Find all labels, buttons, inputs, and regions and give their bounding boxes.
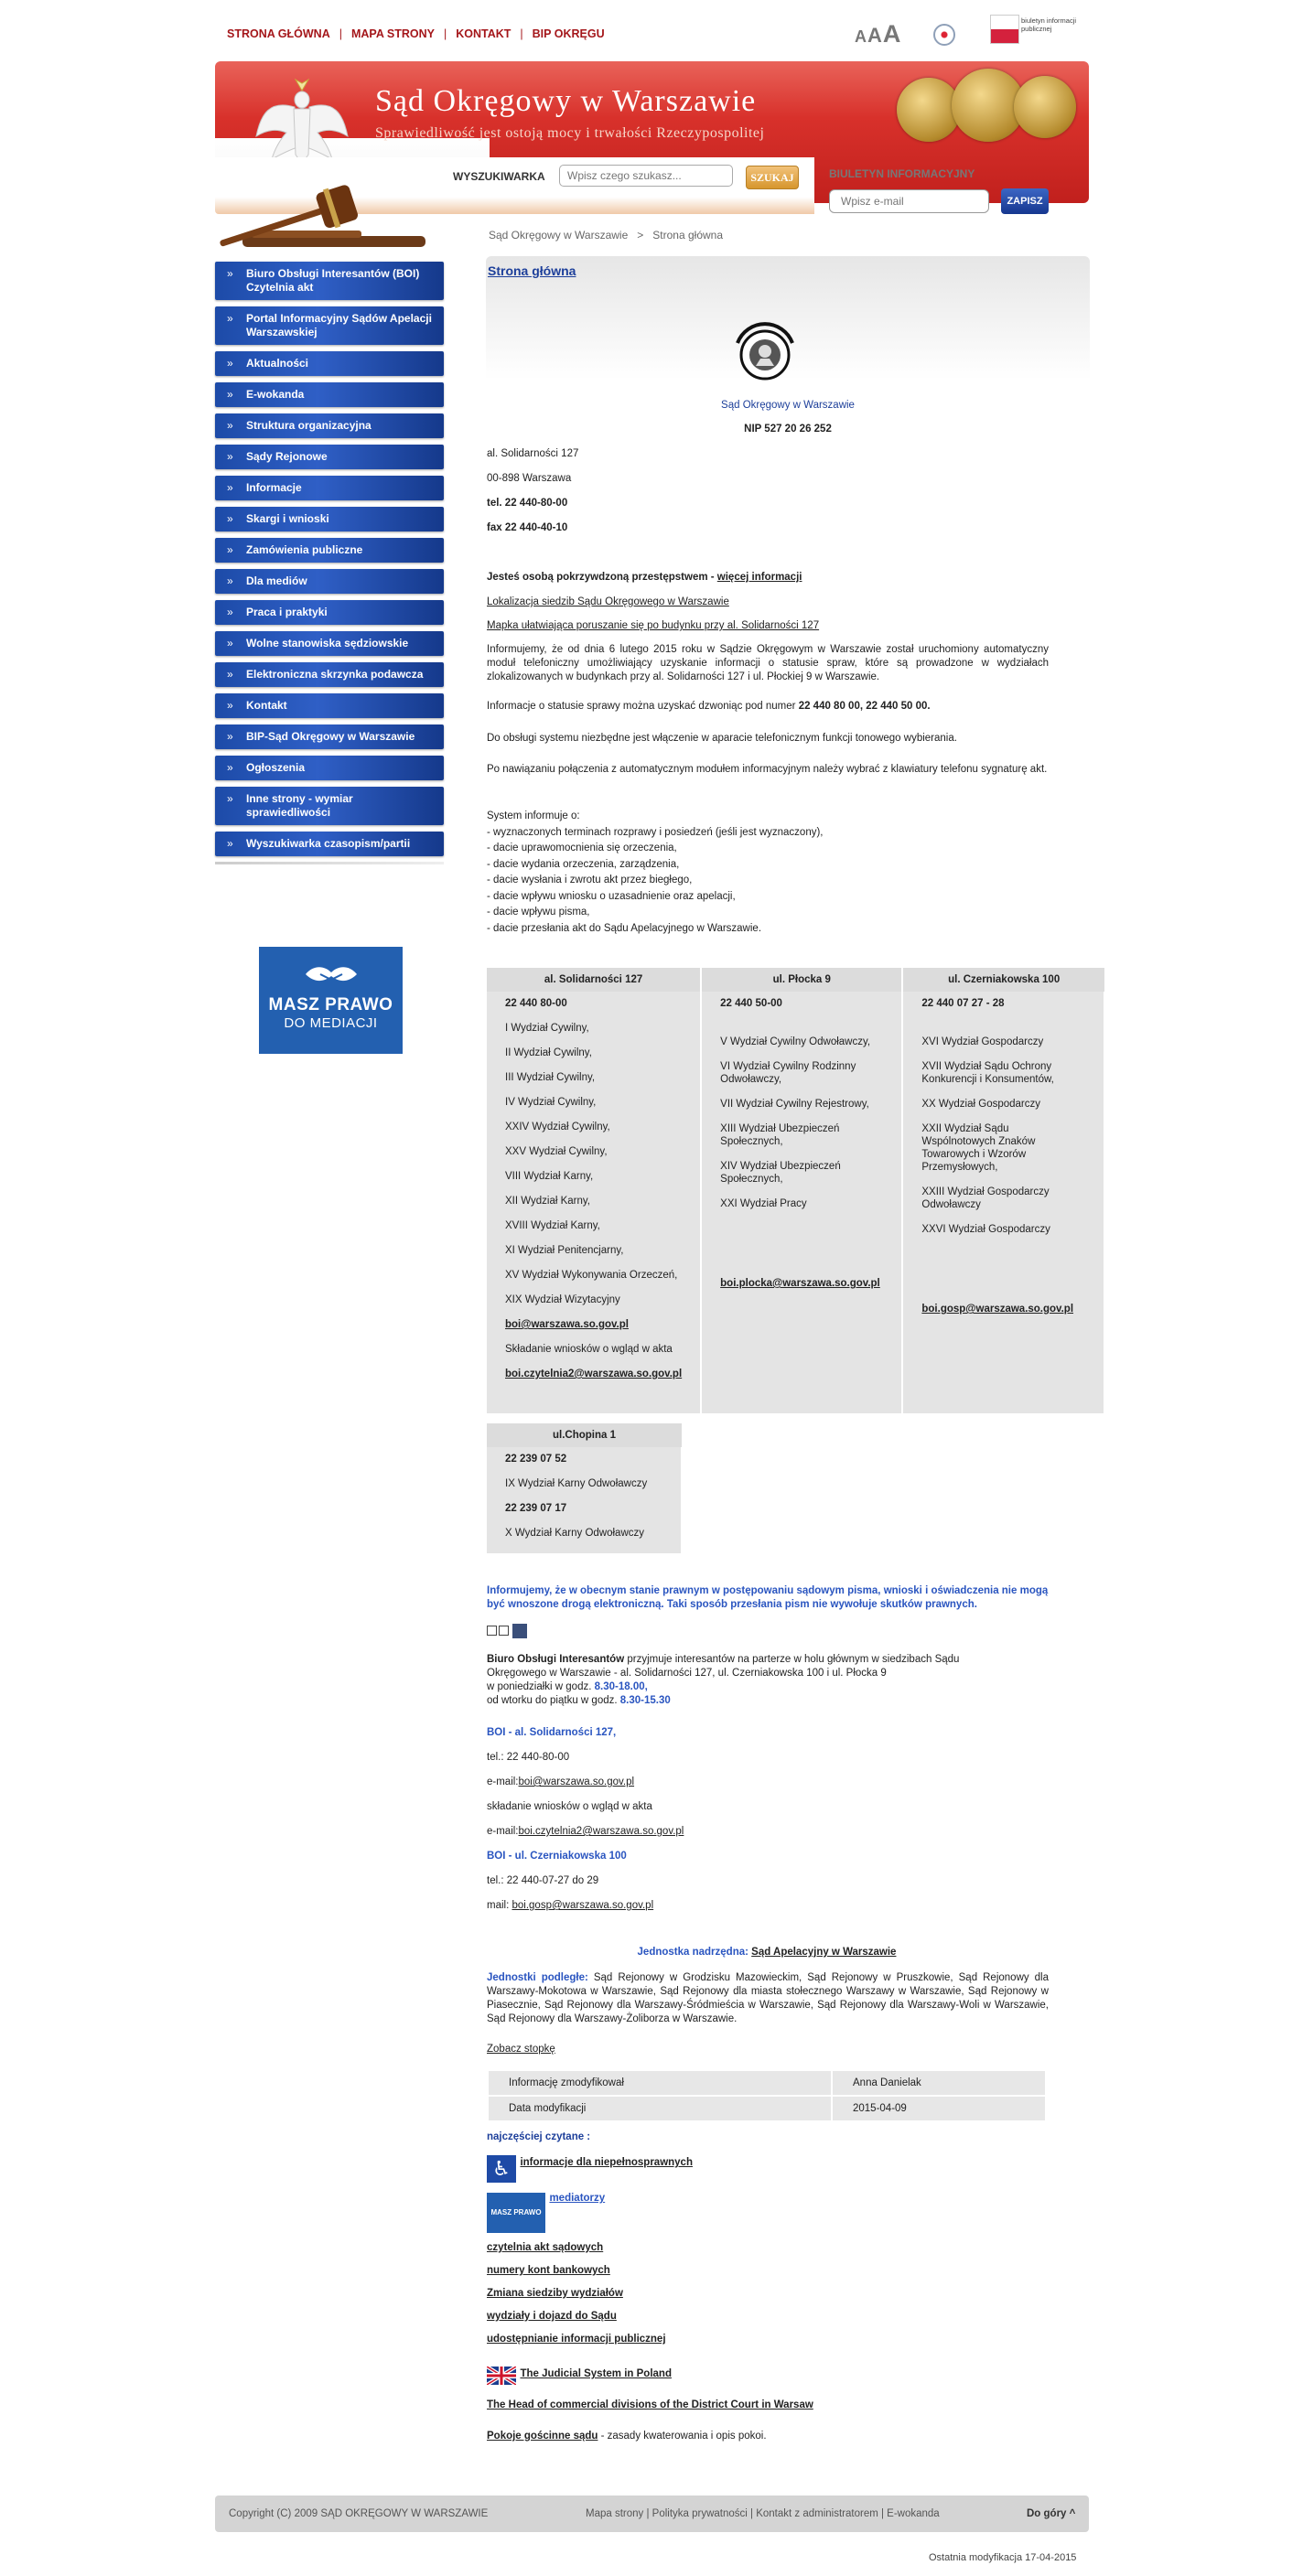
sidebar-item-label: Kontakt — [246, 699, 287, 712]
department-item: XXIV Wydział Cywilny, — [505, 1122, 610, 1132]
bip-logo[interactable] — [990, 15, 1082, 46]
font-size-large[interactable]: A — [882, 20, 901, 48]
sidebar-item[interactable] — [215, 445, 444, 469]
boi-monday: w poniedziałki w godz. — [487, 1681, 595, 1692]
menu-arrow-icon: » — [227, 730, 233, 743]
mini-logo-text: MASZ PRAWO — [490, 2208, 542, 2216]
department-item: XVI Wydział Gospodarczy — [921, 1036, 1044, 1047]
print-icon[interactable] — [487, 1626, 497, 1636]
nav-separator: | — [520, 27, 523, 40]
boi-czerniakowska-tel: tel.: 22 440-07-27 do 29 — [487, 1875, 599, 1886]
sidebar-item-label: Praca i praktyki — [246, 606, 328, 618]
sidebar-item-label: E-wokanda — [246, 388, 305, 401]
judicial-system-link[interactable]: The Judicial System in Poland — [520, 2368, 672, 2379]
most-read-title: najczęściej czytane : — [487, 2131, 591, 2142]
department-item: II Wydział Cywilny, — [505, 1047, 592, 1058]
banner-motto: Sprawiedliwość jest ostoją mocy i trwałości Rzeczypospolitej — [375, 125, 765, 141]
menu-arrow-icon: » — [227, 668, 233, 681]
department-item: VIII Wydział Karny, — [505, 1171, 594, 1182]
sidebar-item-label: Portal Informacyjny Sądów Apelacji Warszawskiej — [246, 312, 432, 338]
solidarnosci-note: Składanie wniosków o wgląd w akta — [505, 1344, 673, 1355]
sidebar-item[interactable] — [215, 787, 444, 825]
menu-arrow-icon: » — [227, 574, 233, 587]
boi-monday-hours: 8.30-18.00, — [594, 1681, 648, 1692]
sidebar-item[interactable] — [215, 724, 444, 749]
sidebar-item[interactable] — [215, 538, 444, 563]
most-read-link[interactable]: numery kont bankowych — [487, 2265, 610, 2276]
tone-dialing-info: Do obsługi systemu niezbędne jest włączenie w aparacie telefonicznym funkcji tonowego wybierania. — [487, 733, 957, 744]
sidebar-item[interactable] — [215, 600, 444, 625]
top-nav-bip[interactable]: BIP OKRĘGU — [532, 27, 605, 40]
nip: NIP 527 20 26 252 — [744, 424, 832, 435]
sidebar-item-label: Aktualności — [246, 357, 309, 370]
department-item: XVIII Wydział Karny, — [505, 1220, 600, 1231]
list-item: - dacie wysłania i zwrotu akt przez biegłego, — [487, 875, 693, 886]
subordinate-label: Jednostki podległe: — [487, 1972, 594, 1983]
solidarnosci-departments — [505, 1022, 682, 1306]
chopina-phone1: 22 239 07 52 — [505, 1454, 567, 1465]
solidarnosci-email-link[interactable]: boi@warszawa.so.gov.pl — [505, 1319, 629, 1330]
czerniakowska-phone: 22 440 07 27 - 28 — [921, 998, 1005, 1009]
menu-arrow-icon: » — [227, 837, 233, 850]
table-header-czerniakowska: ul. Czerniakowska 100 — [902, 968, 1104, 992]
phone: tel. 22 440-80-00 — [487, 498, 568, 509]
boi-title: Biuro Obsługi Interesantów — [487, 1654, 625, 1665]
newsletter-label: BIULETYN INFORMACYJNY — [829, 167, 975, 180]
plocka-departments — [720, 1036, 883, 1210]
search-input[interactable] — [559, 165, 733, 187]
bip-flag-icon — [990, 15, 1019, 44]
status-phone-info — [487, 700, 1049, 714]
breadcrumb-current: Strona główna — [652, 229, 724, 242]
search-button[interactable]: SZUKAJ — [746, 166, 799, 189]
department-item: XII Wydział Karny, — [505, 1196, 590, 1207]
department-item: XIV Wydział Ubezpieczeń Społecznych, — [720, 1161, 841, 1185]
judicial-system-item — [487, 2367, 672, 2385]
menu-arrow-icon: » — [227, 450, 233, 463]
chopina-cell — [487, 1447, 682, 1553]
sidebar-menu — [215, 262, 444, 863]
copyright: Copyright (C) 2009 SĄD OKRĘGOWY W WARSZAWIE — [229, 2508, 489, 2519]
building-map-link[interactable]: Mapka ułatwiająca poruszanie się po budynku przy al. Solidarności 127 — [487, 620, 820, 631]
newsletter-subscribe-button[interactable]: ZAPISZ — [1001, 188, 1049, 214]
page-title[interactable]: Strona główna — [488, 263, 576, 278]
head-commercial-link[interactable]: The Head of commercial divisions of the District Court in Warsaw — [487, 2399, 813, 2410]
sidebar-item[interactable] — [215, 262, 444, 300]
table-header-solidarnosci: al. Solidarności 127 — [487, 968, 701, 992]
table-col-solidarnosci — [487, 992, 701, 1413]
department-item: XI Wydział Penitencjarny, — [505, 1245, 624, 1256]
status-phone-numbers: 22 440 80 00, 22 440 50 00. — [798, 701, 931, 712]
document-icon[interactable] — [512, 1624, 527, 1638]
sidebar-item-label: Biuro Obsługi Interesantów (BOI) Czytelnia akt — [246, 267, 420, 294]
breadcrumb — [489, 229, 723, 242]
guest-rooms-link[interactable]: Pokoje gościnne sądu — [487, 2431, 598, 2442]
list-item: - dacie uprawomocnienia się orzeczenia, — [487, 843, 677, 853]
department-item: VII Wydział Cywilny Rejestrowy, — [720, 1099, 869, 1110]
department-item: V Wydział Cywilny Odwoławczy, — [720, 1036, 871, 1047]
department-item: XX Wydział Gospodarczy — [921, 1099, 1041, 1110]
sidebar-item[interactable] — [215, 693, 444, 718]
handshake-icon — [304, 961, 359, 985]
superior-link[interactable]: Sąd Apelacyjny w Warszawie — [751, 1947, 897, 1958]
address-street: al. Solidarności 127 — [487, 448, 579, 459]
list-item: - dacie wpływu pisma, — [487, 907, 590, 918]
menu-arrow-icon: » — [227, 388, 233, 401]
sidebar-item-label: Wolne stanowiska sędziowskie — [246, 637, 409, 649]
nav-separator: | — [443, 27, 447, 40]
disabled-info-item — [487, 2155, 693, 2183]
boi-email2-link[interactable]: boi.czytelnia2@warszawa.so.gov.pl — [518, 1826, 684, 1837]
wheelchair-icon: ♿ — [487, 2155, 516, 2183]
sidebar-item[interactable] — [215, 382, 444, 407]
boi-czerniakowska-title: BOI - ul. Czerniakowska 100 — [487, 1851, 627, 1862]
uk-flag-icon — [487, 2367, 516, 2385]
sidebar-item-label: Ogłoszenia — [246, 761, 306, 774]
bip-logo-text: biuletyn informacji publicznej — [1021, 16, 1077, 33]
superior-unit — [486, 1946, 1048, 1959]
menu-arrow-icon: » — [227, 312, 233, 325]
address-city: 00-898 Warszawa — [487, 473, 572, 484]
mediation-mini-logo — [487, 2193, 545, 2233]
search-label: WYSZUKIWARKA — [453, 170, 545, 183]
czerniakowska-email-link[interactable]: boi.gosp@warszawa.so.gov.pl — [921, 1304, 1074, 1315]
table-header-plocka: ul. Płocka 9 — [701, 968, 902, 992]
modified-by-value: Anna Danielak — [832, 2070, 1046, 2096]
disabled-info-link[interactable]: informacje dla niepełnosprawnych — [520, 2157, 693, 2168]
solidarnosci-email2-link[interactable]: boi.czytelnia2@warszawa.so.gov.pl — [505, 1368, 683, 1379]
sidebar-item-label: Struktura organizacyjna — [246, 419, 372, 432]
print-icons — [487, 1623, 527, 1639]
modified-date-value: 2015-04-09 — [832, 2096, 1046, 2121]
top-nav-contact[interactable]: KONTAKT — [456, 27, 512, 40]
victim-text: Jesteś osobą pokrzywdzoną przestępstwem - — [487, 572, 717, 583]
department-item: XV Wydział Wykonywania Orzeczeń, — [505, 1270, 678, 1281]
newsletter-email-input[interactable] — [829, 189, 989, 213]
sidebar-item-label: Zamówienia publiczne — [246, 543, 363, 556]
court-logo-icon — [728, 320, 802, 384]
menu-arrow-icon: » — [227, 543, 233, 556]
sidebar-item[interactable] — [215, 306, 444, 345]
menu-arrow-icon: » — [227, 512, 233, 525]
sidebar-item[interactable] — [215, 756, 444, 780]
departments-table — [487, 968, 1105, 1413]
list-item: - wyznaczonych terminach rozprawy i posiedzeń (jeśli jest wyznaczony), — [487, 826, 824, 838]
breadcrumb-separator: > — [637, 229, 644, 242]
most-read-link[interactable]: udostępnianie informacji publicznej — [487, 2334, 666, 2345]
boi-email-link[interactable]: boi@warszawa.so.gov.pl — [518, 1776, 635, 1787]
modification-info-table — [487, 2069, 1047, 2122]
sidebar-item-label: Sądy Rejonowe — [246, 450, 328, 463]
sidebar-item-label: Informacje — [246, 481, 302, 494]
chopina-dept1: IX Wydział Karny Odwoławczy — [505, 1478, 648, 1489]
chopina-phone2: 22 239 07 17 — [505, 1503, 567, 1514]
signature-info: Po nawiązaniu połączenia z automatycznym modułem informacyjnym należy wybrać z klawiatury telefonu sygnaturę akt. — [487, 764, 1048, 775]
system-intro: System informuje o: — [487, 810, 580, 821]
sidebar-item-label: Skargi i wnioski — [246, 512, 329, 525]
sidebar-item[interactable] — [215, 569, 444, 594]
department-item: IV Wydział Cywilny, — [505, 1097, 597, 1108]
sidebar-item-label: Dla mediów — [246, 574, 307, 587]
chopina-header: ul.Chopina 1 — [487, 1423, 682, 1447]
czerniakowska-departments — [921, 1036, 1085, 1236]
boi-gosp-mail-link[interactable]: boi.gosp@warszawa.so.gov.pl — [512, 1900, 654, 1911]
sidebar-item[interactable] — [215, 662, 444, 687]
department-item: XXIII Wydział Gospodarczy Odwoławczy — [921, 1186, 1050, 1210]
nav-separator: | — [339, 27, 342, 40]
list-item: - dacie wpływu wniosku o uzasadnienie oraz apelacji, — [487, 890, 736, 902]
font-size-medium[interactable]: A — [867, 24, 882, 47]
electronic-notice: Informujemy, że w obecnym stanie prawnym w postępowaniu sądowym pisma, wnioski i oświadczenia nie mogą być wnoszone drogą elektroniczną. Taki sposób przesłania pism nie wywołuje skutków prawnych. — [487, 1585, 1049, 1610]
department-item: VI Wydział Cywilny Rodzinny Odwoławczy, — [720, 1061, 856, 1085]
top-nav-home[interactable]: STRONA GŁÓWNA — [227, 27, 330, 40]
sidebar-item[interactable] — [215, 413, 444, 438]
boi-text: przyjmuje interesantów na parterze w holu głównym w siedzibach Sądu Okręgowego w Warszawie - al. Solidarności 127, ul. Czerniakowska 100 i ul. Płocka 9 — [487, 1654, 960, 1679]
most-read-link[interactable]: Zmiana siedziby wydziałów — [487, 2288, 623, 2299]
sidebar-item[interactable] — [215, 476, 444, 500]
boi-weekdays: od wtorku do piątku w godz. — [487, 1695, 620, 1706]
sidebar-item-label: Elektroniczna skrzynka podawcza — [246, 668, 424, 681]
fax: fax 22 440-40-10 — [487, 522, 568, 533]
menu-arrow-icon: » — [227, 419, 233, 432]
sidebar-item-label: Wyszukiwarka czasopism/partii — [246, 837, 411, 850]
department-item: XXI Wydział Pracy — [720, 1198, 807, 1209]
most-read-link[interactable]: wydziały i dojazd do Sądu — [487, 2311, 617, 2322]
sidebar-item[interactable] — [215, 832, 444, 856]
victim-more-link[interactable]: więcej informacji — [716, 572, 802, 583]
gavel-icon — [215, 183, 444, 256]
mediation-line1: MASZ PRAWO — [268, 995, 393, 1014]
plocka-phone: 22 440 50-00 — [720, 998, 782, 1009]
accessibility-icon[interactable] — [933, 24, 955, 46]
menu-arrow-icon: » — [227, 357, 233, 370]
main-content — [486, 256, 1090, 380]
system-list — [487, 809, 1049, 937]
table-row — [488, 2070, 1046, 2096]
guest-rooms-text: - zasady kwaterowania i opis pokoi. — [598, 2431, 767, 2442]
boi-mail-label: mail: — [487, 1900, 512, 1911]
mediators-link[interactable]: mediatorzy — [549, 2193, 606, 2204]
font-size-small[interactable]: A — [855, 27, 867, 46]
table-row — [488, 2096, 1046, 2121]
footer — [215, 2496, 1089, 2532]
sidebar-item[interactable] — [215, 631, 444, 656]
coins-decoration — [897, 69, 1080, 142]
status-phone-text: Informacje o statusie sprawy można uzyskać dzwoniąc pod numer — [487, 701, 799, 712]
location-link[interactable]: Lokalizacja siedzib Sądu Okręgowego w Warszawie — [487, 596, 729, 607]
coin-icon — [1014, 76, 1076, 138]
menu-arrow-icon: » — [227, 792, 233, 805]
breadcrumb-home-link[interactable]: Sąd Okręgowy w Warszawie — [489, 229, 629, 242]
boi-email-label: e-mail: — [487, 1776, 519, 1787]
menu-arrow-icon: » — [227, 699, 233, 712]
plocka-email-link[interactable]: boi.plocka@warszawa.so.gov.pl — [720, 1278, 880, 1289]
department-item: XIX Wydział Wizytacyjny — [505, 1294, 620, 1305]
boi-weekday-hours: 8.30-15.30 — [619, 1695, 671, 1706]
court-name — [486, 399, 1090, 413]
boi-solidarnosci-note: składanie wniosków o wgląd w akta — [487, 1801, 652, 1812]
banner-title: Sąd Okręgowy w Warszawie — [375, 84, 757, 118]
department-item: XXVI Wydział Gospodarczy — [921, 1224, 1050, 1235]
subordinate-text: Sąd Rejonowy w Grodzisku Mazowieckim, Sąd Rejonowy w Pruszkowie, Sąd Rejonowy dla Warszawy-Mokotowa w Warszawie, Sąd Rejonowy dla miasta stołecznego Warszawy w Warszawie, Sąd Rejonowy w Piasecznie, Sąd Rejonowy dla Warszawy-Śródmieścia w Warszawie, Sąd Rejonowy dla Warszawy-Woli w Warszawie, Sąd Rejonowy dla Warszawy-Żoliborza w Warszawie. — [487, 1972, 1049, 2024]
mediators-item — [487, 2193, 605, 2233]
pdf-icon[interactable] — [499, 1626, 509, 1636]
table-col-czerniakowska — [902, 992, 1104, 1413]
sidebar-item[interactable] — [215, 507, 444, 531]
list-item: - dacie wydania orzeczenia, zarządzenia, — [487, 858, 680, 870]
modified-by-label: Informację zmodyfikował — [488, 2070, 832, 2096]
most-read-link[interactable]: czytelnia akt sądowych — [487, 2242, 604, 2253]
chopina-dept2: X Wydział Karny Odwoławczy — [505, 1528, 644, 1539]
solidarnosci-phone: 22 440 80-00 — [505, 998, 567, 1009]
menu-arrow-icon: » — [227, 606, 233, 618]
sidebar-item-label: BIP-Sąd Okręgowy w Warszawie — [246, 730, 415, 743]
boi-solidarnosci-tel: tel.: 22 440-80-00 — [487, 1752, 570, 1763]
mediation-line2: DO MEDIACJI — [284, 1015, 378, 1031]
victim-info — [487, 571, 802, 585]
mediation-banner[interactable] — [259, 947, 403, 1054]
top-nav — [227, 27, 605, 40]
last-modified: Ostatnia modyfikacja 17-04-2015 — [929, 2552, 1077, 2563]
footnote-link[interactable]: Zobacz stopkę — [487, 2044, 555, 2055]
superior-label: Jednostka nadrzędna: — [637, 1947, 752, 1958]
top-nav-sitemap[interactable]: MAPA STRONY — [350, 27, 435, 40]
boi-solidarnosci-email2 — [487, 1825, 684, 1839]
system-items — [487, 825, 1049, 938]
boi-description — [487, 1653, 999, 1708]
department-item: III Wydział Cywilny, — [505, 1072, 596, 1083]
most-read-links — [487, 2242, 666, 2356]
back-to-top-link[interactable]: Do góry ^ — [1027, 2508, 1076, 2519]
department-item: XIII Wydział Ubezpieczeń Społecznych, — [720, 1123, 840, 1147]
modified-date-label: Data modyfikacji — [488, 2096, 832, 2121]
footer-links[interactable]: Mapa strony | Polityka prywatności | Kontakt z administratorem | E-wokanda — [586, 2508, 940, 2519]
list-item: - dacie przesłania akt do Sądu Apelacyjnego w Warszawie. — [487, 922, 762, 934]
boi-solidarnosci-email — [487, 1776, 634, 1789]
menu-arrow-icon: » — [227, 267, 233, 280]
boi-email2-label: e-mail: — [487, 1826, 519, 1837]
sidebar-item[interactable] — [215, 351, 444, 376]
phone-module-info: Informujemy, że od dnia 6 lutego 2015 roku w Sądzie Okręgowym w Warszawie został uruchomiony automatyczny moduł telefoniczny umożliwiający uzyskanie informacji o statusie spraw, które są prowadzone w wydziałach zlokalizowanych w budynkach przy al. Solidarności 127 i ul. Płockiej 9 w Warszawie. — [487, 644, 1049, 682]
table-col-plocka — [701, 992, 902, 1413]
boi-solidarnosci-title: BOI - al. Solidarności 127, — [487, 1727, 617, 1738]
chopina-table — [487, 1423, 683, 1553]
guest-rooms-item — [487, 2430, 767, 2443]
font-size-switcher — [855, 20, 901, 48]
department-item: XXV Wydział Cywilny, — [505, 1146, 608, 1157]
menu-arrow-icon: » — [227, 481, 233, 494]
department-item: I Wydział Cywilny, — [505, 1023, 589, 1034]
menu-arrow-icon: » — [227, 637, 233, 649]
court-name-text: Sąd Okręgowy w Warszawie — [721, 400, 855, 411]
sidebar-divider — [215, 862, 444, 864]
sidebar-item-label: Inne strony - wymiar sprawiedliwości — [246, 792, 353, 819]
department-item: XVII Wydział Sądu Ochrony Konkurencji i Konsumentów, — [921, 1061, 1054, 1085]
boi-czerniakowska-mail — [487, 1899, 653, 1913]
menu-arrow-icon: » — [227, 761, 233, 774]
department-item: XXII Wydział Sądu Wspólnotowych Znaków Towarowych i Wzorów Przemysłowych, — [921, 1123, 1036, 1173]
subordinate-units — [487, 1971, 1049, 2026]
